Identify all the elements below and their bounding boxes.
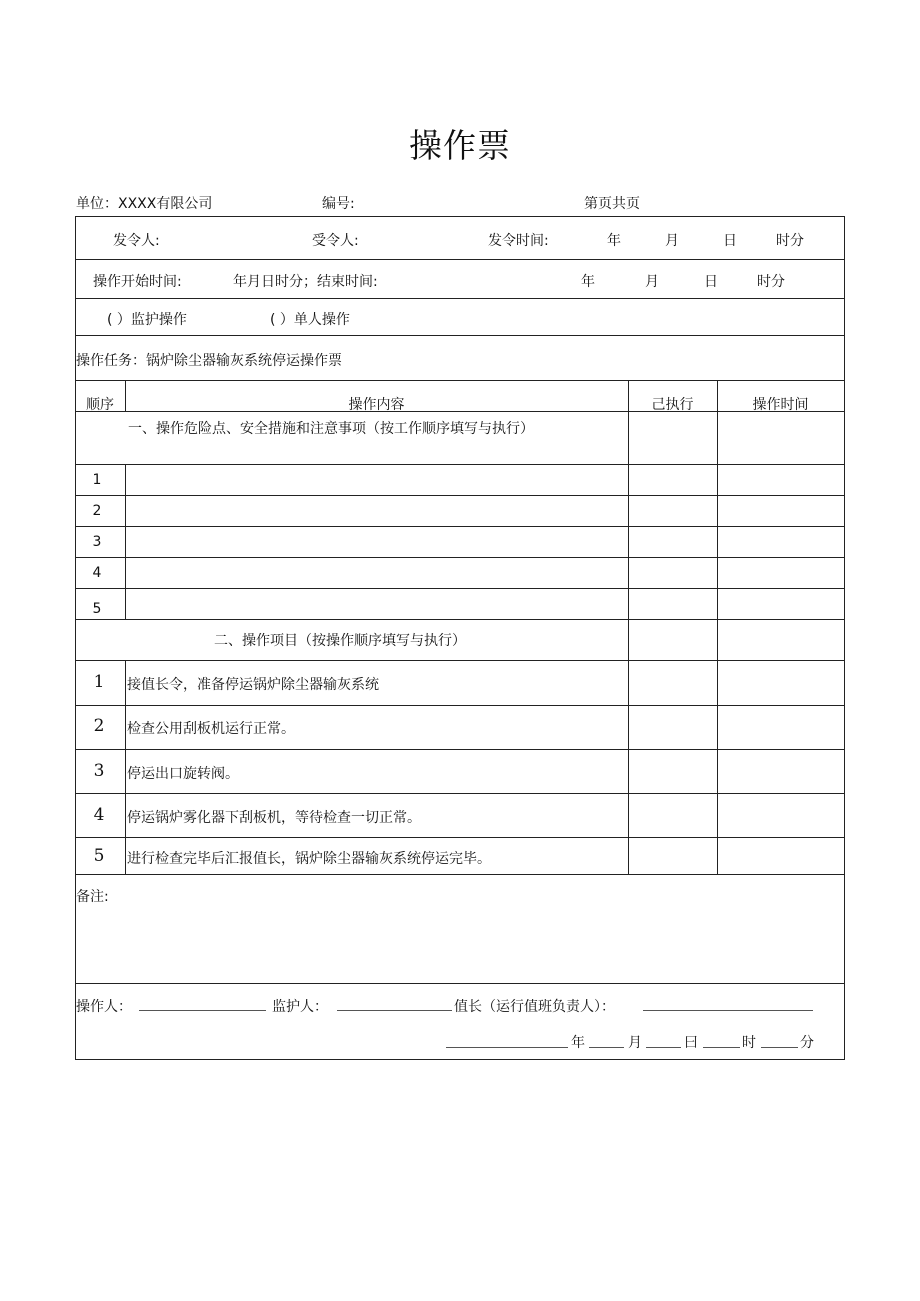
column-header-done: 己执行 [651, 397, 694, 413]
operation-task: 操作任务：锅炉除尘器输灰系统停运操作票 [76, 353, 342, 369]
issuer-label: 发令人: [113, 233, 160, 249]
row-divider [75, 1059, 845, 1060]
row-divider [75, 557, 845, 558]
sign-minute: 分 [800, 1035, 814, 1051]
duty-chief-signature-line[interactable] [643, 1010, 813, 1011]
row-divider [75, 705, 845, 706]
section2-row-text: 进行检查完毕后汇报值长，锅炉除尘器输灰系统停运完毕。 [127, 851, 491, 867]
row-divider [75, 259, 845, 260]
section1-row-number: 4 [92, 565, 102, 581]
operator-label: 操作人： [76, 999, 132, 1015]
section2-row-number: 5 [93, 846, 105, 866]
page-count-label: 第页共页 [584, 196, 640, 212]
section1-title: 一、操作危险点、安全措施和注意事项（按工作顺序填写与执行） [128, 421, 534, 437]
row-divider [75, 749, 845, 750]
order-month: 月 [665, 233, 679, 249]
sign-hour: 时 [742, 1035, 756, 1051]
section2-row-text: 停运出口旋转阀。 [127, 766, 239, 782]
op-end-hour-minute: 时分 [757, 274, 785, 290]
table-border-right [844, 216, 845, 1059]
row-divider [75, 380, 845, 381]
monitor-signature-line[interactable] [337, 1010, 452, 1011]
op-end-day: 日 [704, 274, 718, 290]
row-divider [75, 660, 845, 661]
section1-row-number: 2 [92, 503, 102, 519]
section2-row-text: 检查公用刮板机运行正常。 [127, 721, 295, 737]
monitor-label: 监护人： [272, 999, 328, 1015]
column-header-content: 操作内容 [348, 397, 405, 413]
sign-year: 年 [571, 1035, 585, 1051]
sign-month: 月 [628, 1035, 642, 1051]
order-hour-minute: 时分 [776, 233, 804, 249]
column-header-time: 操作时间 [752, 397, 809, 413]
column-divider [125, 660, 126, 874]
row-divider [75, 495, 845, 496]
row-divider [75, 837, 845, 838]
order-time-label: 发令时间: [488, 233, 549, 249]
order-year: 年 [607, 233, 621, 249]
section2-row-text: 停运锅炉雾化器下刮板机，等待检查一切正常。 [127, 810, 421, 826]
date-blank-line[interactable] [446, 1047, 568, 1048]
section2-title: 二、操作项目（按操作顺序填写与执行） [214, 633, 466, 649]
row-divider [75, 793, 845, 794]
section2-row-number: 3 [93, 761, 105, 781]
row-divider [75, 619, 845, 620]
column-divider [717, 380, 718, 874]
row-divider [75, 335, 845, 336]
column-header-seq: 顺序 [86, 397, 114, 413]
op-end-year: 年 [581, 274, 595, 290]
op-start-label: 操作开始时间: [93, 274, 182, 290]
row-divider [75, 874, 845, 875]
op-end-month: 月 [645, 274, 659, 290]
order-day: 日 [723, 233, 737, 249]
day-blank-line[interactable] [646, 1047, 681, 1048]
row-divider [75, 588, 845, 589]
section2-row-number: 2 [93, 716, 105, 736]
section2-row-number: 1 [93, 672, 105, 692]
receiver-label: 受令人: [312, 233, 359, 249]
row-divider [75, 298, 845, 299]
column-divider [125, 464, 126, 619]
operator-signature-line[interactable] [139, 1010, 266, 1011]
monitored-operation-option[interactable]: ( ）监护操作 [107, 312, 187, 328]
op-start-end-label: 年月日时分；结束时间: [233, 274, 378, 290]
hour-blank-line[interactable] [703, 1047, 740, 1048]
remarks-label: 备注: [76, 889, 109, 905]
row-divider [75, 216, 845, 217]
single-operation-option[interactable]: ( ）单人操作 [270, 312, 350, 328]
row-divider [75, 464, 845, 465]
minute-blank-line[interactable] [761, 1047, 798, 1048]
section1-row-number: 3 [92, 534, 102, 550]
page-title: 操作票 [409, 126, 511, 165]
section1-row-number: 1 [92, 472, 102, 488]
month-blank-line[interactable] [589, 1047, 624, 1048]
unit-label: 单位：XXXX有限公司 [76, 196, 213, 212]
table-border-left [75, 216, 76, 1059]
ticket-number-label: 编号: [322, 196, 355, 212]
section2-row-text: 接值长令，准备停运锅炉除尘器输灰系统 [127, 677, 379, 693]
row-divider [75, 983, 845, 984]
section1-row-number: 5 [92, 601, 102, 617]
section2-row-number: 4 [93, 805, 105, 825]
duty-chief-label: 值长（运行值班负责人）： [454, 999, 615, 1015]
row-divider [75, 526, 845, 527]
sign-day: 曰 [684, 1035, 698, 1051]
column-divider [628, 380, 629, 874]
